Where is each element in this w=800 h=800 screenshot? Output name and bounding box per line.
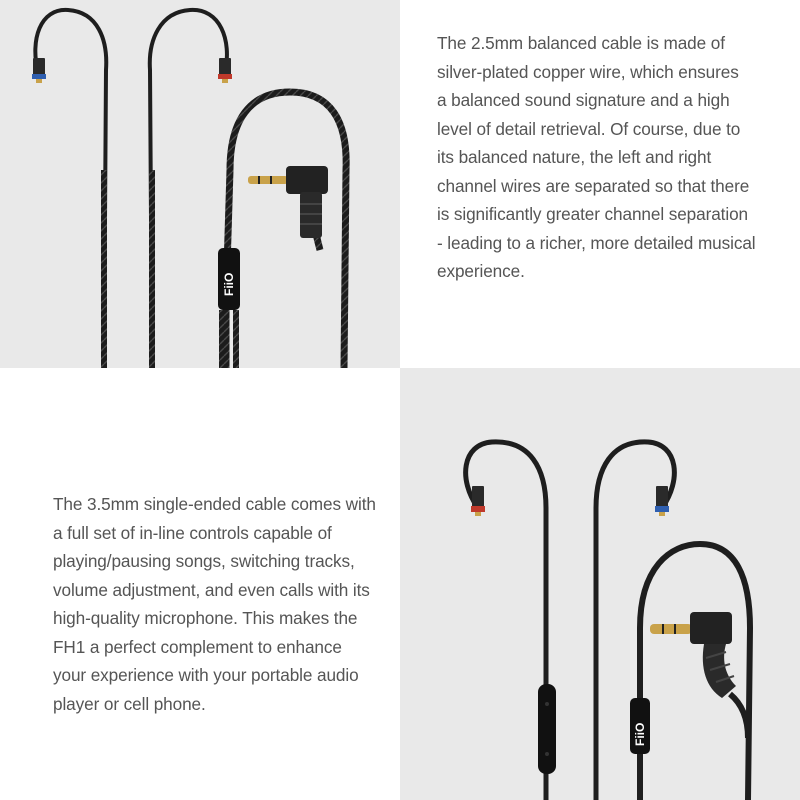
text-line: playing/pausing songs, switching tracks, bbox=[53, 551, 355, 571]
single-ended-cable-description bbox=[53, 490, 376, 718]
balanced-cable-loop bbox=[226, 92, 346, 368]
text-line: channel wires are separated so that there bbox=[437, 175, 750, 196]
inline-remote bbox=[538, 684, 556, 774]
text-line: a balanced sound signature and a high bbox=[437, 90, 730, 110]
text-line: level of detail retrieval. Of course, due to bbox=[437, 118, 741, 139]
right-ear-hook bbox=[150, 10, 227, 368]
balanced-2-5mm-plug bbox=[248, 166, 328, 238]
right-mmcx-connector bbox=[218, 58, 232, 83]
single-ended-cable-image bbox=[400, 368, 800, 800]
text-line: player or cell phone. bbox=[53, 693, 206, 714]
text-line: high-quality microphone. This makes the bbox=[53, 608, 358, 628]
balanced-cable-description bbox=[437, 29, 756, 286]
text-line: The 2.5mm balanced cable is made of bbox=[437, 33, 725, 53]
splitter-logo: FiiO bbox=[222, 272, 236, 296]
text-line: experience. bbox=[437, 261, 525, 281]
text-line: volume adjustment, and even calls with its bbox=[53, 579, 370, 600]
left-mmcx-connector bbox=[32, 58, 46, 83]
text-line: silver-plated copper wire, which ensures bbox=[437, 61, 739, 82]
fiio-splitter bbox=[630, 698, 650, 754]
text-line: a full set of in-line controls capable of bbox=[53, 522, 332, 543]
text-line: The 3.5mm single-ended cable comes with bbox=[53, 494, 376, 514]
single-ended-3-5mm-plug bbox=[650, 612, 736, 698]
fiio-splitter bbox=[218, 248, 240, 310]
splitter-logo: FiiO bbox=[633, 722, 647, 746]
right-mmcx-connector bbox=[655, 486, 669, 516]
text-line: is significantly greater channel separation bbox=[437, 204, 748, 224]
left-ear-hook bbox=[35, 10, 106, 368]
text-line: your experience with your portable audio bbox=[53, 665, 359, 685]
text-line: its balanced nature, the left and right bbox=[437, 147, 712, 167]
text-line: - leading to a richer, more detailed musical bbox=[437, 232, 756, 253]
single-ended-cable-text-panel bbox=[0, 368, 400, 800]
left-mmcx-connector bbox=[471, 486, 485, 516]
balanced-cable-image bbox=[0, 0, 400, 368]
text-line: FH1 a perfect complement to enhance bbox=[53, 636, 342, 657]
balanced-cable-illustration bbox=[0, 0, 400, 368]
single-ended-cable-illustration bbox=[400, 368, 800, 800]
single-ended-cable-loop bbox=[640, 544, 750, 800]
balanced-cable-text-panel bbox=[400, 0, 800, 368]
